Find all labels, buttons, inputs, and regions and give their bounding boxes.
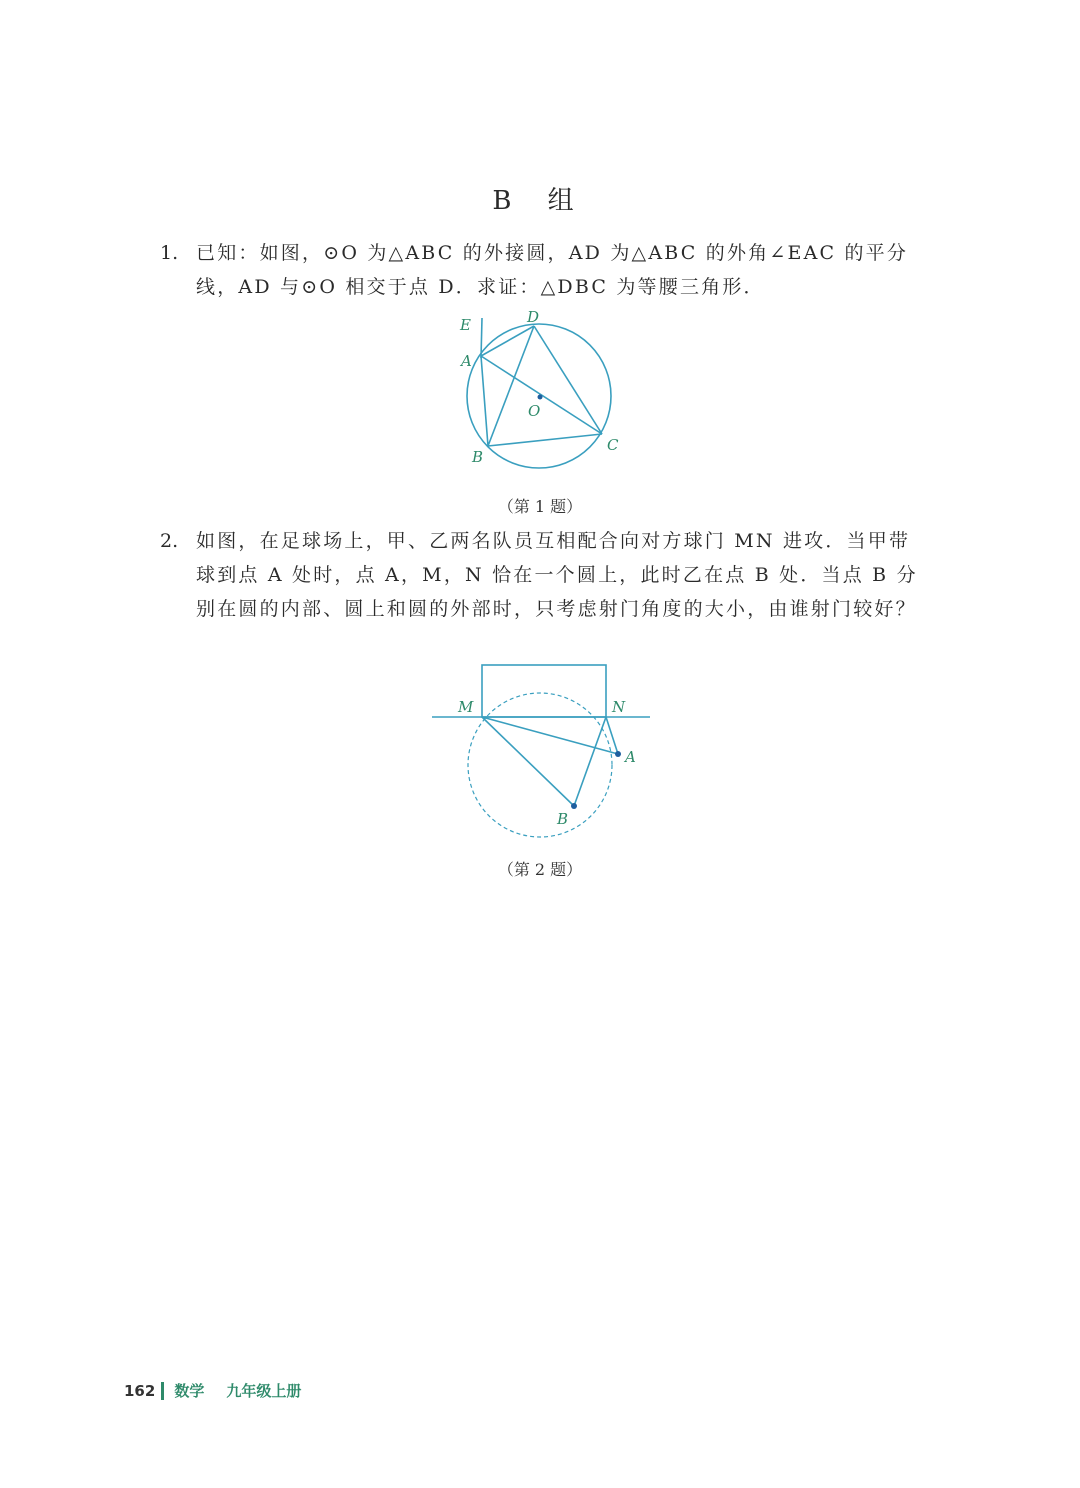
center-point-o [538,395,543,400]
problem-text: 如图，在足球场上，甲、乙两名队员互相配合向对方球门 MN 进攻．当甲带球到点 A 处时，点 A，M，N 恰在一个圆上，此时乙在点 B 处．当点 B 分别在圆的内部、圆上和圆的外部时，只考虑射门角度的大小，由谁射门较好？ [196,530,918,620]
line-bc [488,434,602,446]
line-ma [482,717,618,754]
page-footer [124,1380,301,1401]
goal-box [482,665,606,717]
figure-2-caption: （第 2 题） [497,860,583,879]
label-b: B [557,810,569,828]
line-ab [481,356,488,446]
line-nb [574,717,606,806]
footer-divider [161,1382,164,1400]
label-n: N [612,698,626,716]
footer-subject: 数学 [174,1382,205,1400]
label-a: A [461,352,472,370]
section-title: B 组 [492,186,588,216]
label-c: C [607,436,619,454]
figure-soccer-goal [420,656,660,838]
label-a: A [625,748,636,766]
problem-number: 2. [160,530,179,552]
figure-1-caption: （第 1 题） [497,497,583,516]
line-ea [481,318,482,358]
problem-text: 已知：如图，⊙O 为△ABC 的外接圆，AD 为△ABC 的外角∠EAC 的平分线，AD 与⊙O 相交于点 D．求证：△DBC 为等腰三角形． [196,242,909,298]
problem-2 [160,524,920,626]
point-b [571,803,577,809]
label-o: O [528,402,541,420]
footer-grade: 九年级上册 [226,1382,302,1400]
line-na [606,717,618,754]
problem-1 [160,236,920,304]
label-e: E [460,316,471,334]
line-dc [534,326,602,434]
label-b: B [472,448,484,466]
page-number: 162 [124,1381,156,1400]
label-m: M [458,698,474,716]
figure-circumcircle-triangle [440,300,640,480]
line-mb [482,717,574,806]
label-d: D [527,308,540,326]
problem-number: 1. [160,242,179,264]
dashed-circle [468,693,612,837]
point-a [615,751,621,757]
